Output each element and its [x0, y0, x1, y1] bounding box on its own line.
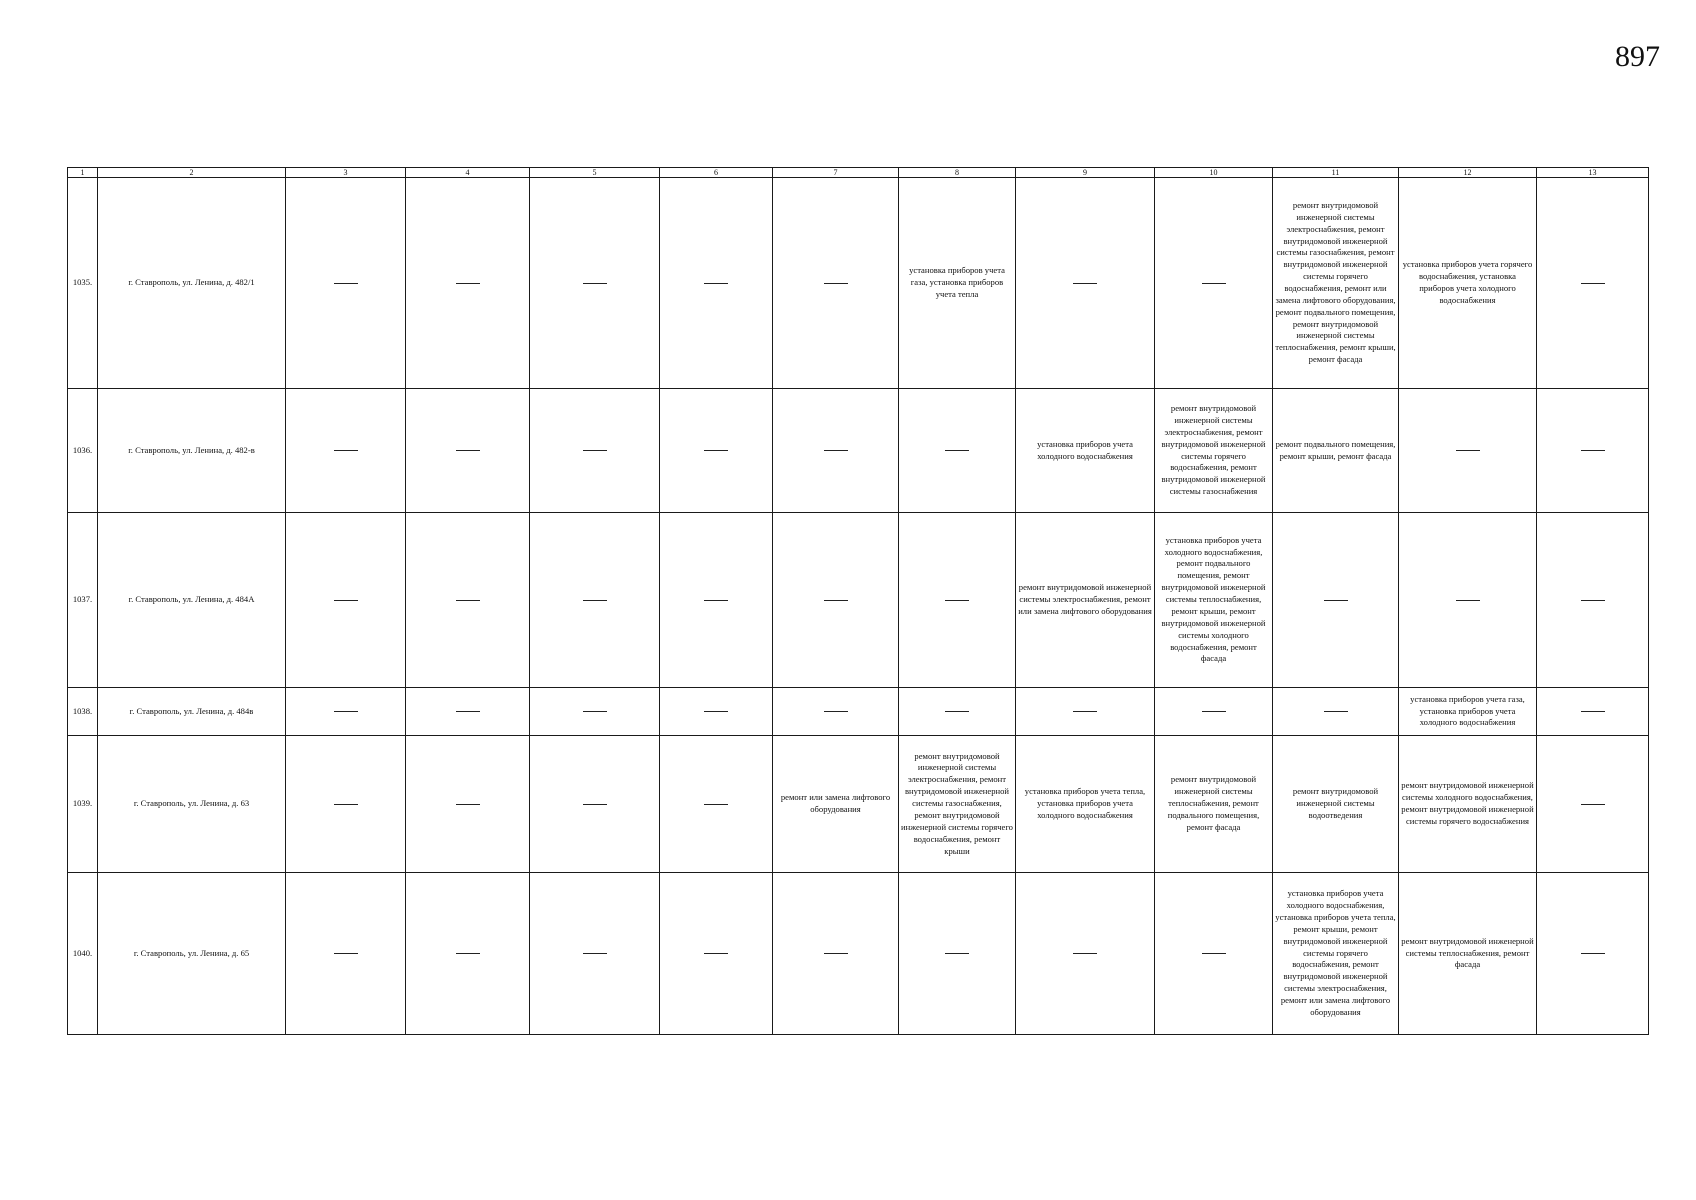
cell-col-5 [530, 178, 660, 389]
cell-col-13 [1537, 688, 1649, 736]
dash-mark [824, 450, 848, 451]
cell-col-3 [286, 178, 406, 389]
cell-col-12 [1399, 389, 1537, 513]
cell-col-12: ремонт внутридомовой инженерной системы холодного водоснабжения, ремонт внутридомовой инженерной системы горячего водоснабжения [1399, 736, 1537, 873]
dash-mark [704, 283, 728, 284]
column-number-3: 3 [286, 168, 406, 178]
column-number-8: 8 [899, 168, 1016, 178]
table-row [68, 513, 1649, 688]
cell-col-3 [286, 736, 406, 873]
cell-col-12: ремонт внутридомовой инженерной системы теплоснабжения, ремонт фасада [1399, 873, 1537, 1035]
dash-mark [583, 711, 607, 712]
dash-mark [334, 711, 358, 712]
cell-col-11: установка приборов учета холодного водоснабжения, установка приборов учета тепла, ремонт крыши, ремонт внутридомовой инженерной системы горячего водоснабжения, ремонт внутридомовой инженерной системы электроснабжения, ремонт или замена лифтового оборудования [1273, 873, 1399, 1035]
cell-col-5 [530, 736, 660, 873]
dash-mark [1581, 804, 1605, 805]
dash-mark [824, 600, 848, 601]
cell-col-10: ремонт внутридомовой инженерной системы электроснабжения, ремонт внутридомовой инженерной системы горячего водоснабжения, ремонт внутридомовой инженерной системы газоснабжения [1155, 389, 1273, 513]
cell-col-10: установка приборов учета холодного водоснабжения, ремонт подвального помещения, ремонт внутридомовой инженерной системы теплоснабжения, ремонт крыши, ремонт внутридомовой инженерной системы холодного водоснабжения, ремонт фасада [1155, 513, 1273, 688]
address-cell: г. Ставрополь, ул. Ленина, д. 484в [98, 688, 286, 736]
cell-col-11: ремонт внутридомовой инженерной системы водоотведения [1273, 736, 1399, 873]
row-number: 1040. [68, 873, 98, 1035]
table-row [68, 178, 1649, 389]
dash-mark [1581, 283, 1605, 284]
cell-col-8: ремонт внутридомовой инженерной системы электроснабжения, ремонт внутридомовой инженерной системы газоснабжения, ремонт внутридомовой инженерной системы горячего водоснабжения, ремонт крыши [899, 736, 1016, 873]
dash-mark [334, 804, 358, 805]
cell-col-6 [660, 688, 773, 736]
cell-col-4 [406, 513, 530, 688]
cell-col-9: установка приборов учета холодного водоснабжения [1016, 389, 1155, 513]
dash-mark [456, 953, 480, 954]
cell-col-11 [1273, 688, 1399, 736]
table-row [68, 736, 1649, 873]
dash-mark [1202, 953, 1226, 954]
dash-mark [583, 953, 607, 954]
dash-mark [334, 600, 358, 601]
address-cell: г. Ставрополь, ул. Ленина, д. 63 [98, 736, 286, 873]
table-body [68, 168, 1649, 1035]
dash-mark [1581, 953, 1605, 954]
cell-col-13 [1537, 389, 1649, 513]
cell-col-6 [660, 513, 773, 688]
cell-col-5 [530, 389, 660, 513]
cell-col-9: ремонт внутридомовой инженерной системы электроснабжения, ремонт или замена лифтового оборудования [1016, 513, 1155, 688]
cell-col-10: ремонт внутридомовой инженерной системы теплоснабжения, ремонт подвального помещения, ремонт фасада [1155, 736, 1273, 873]
dash-mark [583, 804, 607, 805]
cell-col-7 [773, 513, 899, 688]
cell-col-13 [1537, 178, 1649, 389]
cell-col-10 [1155, 688, 1273, 736]
dash-mark [334, 450, 358, 451]
dash-mark [1073, 283, 1097, 284]
row-number: 1036. [68, 389, 98, 513]
dash-mark [1581, 450, 1605, 451]
column-number-13: 13 [1537, 168, 1649, 178]
row-number: 1037. [68, 513, 98, 688]
dash-mark [704, 953, 728, 954]
column-number-4: 4 [406, 168, 530, 178]
cell-col-4 [406, 178, 530, 389]
dash-mark [456, 804, 480, 805]
page-number: 897 [1615, 40, 1660, 73]
column-number-9: 9 [1016, 168, 1155, 178]
cell-col-9: установка приборов учета тепла, установка приборов учета холодного водоснабжения [1016, 736, 1155, 873]
cell-col-7 [773, 688, 899, 736]
cell-col-5 [530, 873, 660, 1035]
cell-col-12: установка приборов учета газа, установка приборов учета холодного водоснабжения [1399, 688, 1537, 736]
cell-col-8: установка приборов учета газа, установка приборов учета тепла [899, 178, 1016, 389]
dash-mark [456, 711, 480, 712]
cell-col-4 [406, 688, 530, 736]
cell-col-6 [660, 389, 773, 513]
dash-mark [945, 450, 969, 451]
cell-col-13 [1537, 873, 1649, 1035]
cell-col-8 [899, 513, 1016, 688]
column-number-row [68, 168, 1649, 178]
dash-mark [824, 283, 848, 284]
cell-col-10 [1155, 178, 1273, 389]
dash-mark [1456, 600, 1480, 601]
row-number: 1039. [68, 736, 98, 873]
dash-mark [704, 711, 728, 712]
cell-col-9 [1016, 873, 1155, 1035]
cell-col-7 [773, 873, 899, 1035]
cell-col-3 [286, 513, 406, 688]
cell-col-8 [899, 389, 1016, 513]
dash-mark [1202, 711, 1226, 712]
dash-mark [945, 711, 969, 712]
dash-mark [456, 283, 480, 284]
cell-col-8 [899, 688, 1016, 736]
column-number-6: 6 [660, 168, 773, 178]
cell-col-4 [406, 873, 530, 1035]
cell-col-5 [530, 513, 660, 688]
address-cell: г. Ставрополь, ул. Ленина, д. 482-в [98, 389, 286, 513]
cell-col-9 [1016, 178, 1155, 389]
row-number: 1038. [68, 688, 98, 736]
table-row [68, 873, 1649, 1035]
row-number: 1035. [68, 178, 98, 389]
dash-mark [945, 600, 969, 601]
cell-col-13 [1537, 736, 1649, 873]
dash-mark [1073, 953, 1097, 954]
cell-col-12 [1399, 513, 1537, 688]
dash-mark [1324, 600, 1348, 601]
dash-mark [334, 283, 358, 284]
cell-col-3 [286, 389, 406, 513]
dash-mark [704, 804, 728, 805]
dash-mark [704, 600, 728, 601]
dash-mark [824, 711, 848, 712]
column-number-5: 5 [530, 168, 660, 178]
cell-col-12: установка приборов учета горячего водоснабжения, установка приборов учета холодного водоснабжения [1399, 178, 1537, 389]
dash-mark [1073, 711, 1097, 712]
cell-col-7 [773, 178, 899, 389]
dash-mark [456, 600, 480, 601]
dash-mark [1581, 711, 1605, 712]
dash-mark [583, 283, 607, 284]
cell-col-7 [773, 389, 899, 513]
address-cell: г. Ставрополь, ул. Ленина, д. 482/1 [98, 178, 286, 389]
table-row [68, 688, 1649, 736]
dash-mark [1581, 600, 1605, 601]
dash-mark [1456, 450, 1480, 451]
cell-col-10 [1155, 873, 1273, 1035]
column-number-7: 7 [773, 168, 899, 178]
cell-col-3 [286, 873, 406, 1035]
cell-col-13 [1537, 513, 1649, 688]
dash-mark [1202, 283, 1226, 284]
cell-col-4 [406, 389, 530, 513]
column-number-10: 10 [1155, 168, 1273, 178]
address-cell: г. Ставрополь, ул. Ленина, д. 65 [98, 873, 286, 1035]
dash-mark [945, 953, 969, 954]
cell-col-3 [286, 688, 406, 736]
dash-mark [824, 953, 848, 954]
cell-col-6 [660, 178, 773, 389]
works-table [67, 167, 1649, 1035]
dash-mark [1324, 711, 1348, 712]
column-number-12: 12 [1399, 168, 1537, 178]
dash-mark [704, 450, 728, 451]
column-number-2: 2 [98, 168, 286, 178]
column-number-11: 11 [1273, 168, 1399, 178]
address-cell: г. Ставрополь, ул. Ленина, д. 484А [98, 513, 286, 688]
cell-col-6 [660, 736, 773, 873]
cell-col-6 [660, 873, 773, 1035]
table-row [68, 389, 1649, 513]
cell-col-4 [406, 736, 530, 873]
cell-col-11 [1273, 513, 1399, 688]
cell-col-8 [899, 873, 1016, 1035]
cell-col-9 [1016, 688, 1155, 736]
dash-mark [334, 953, 358, 954]
dash-mark [583, 450, 607, 451]
column-number-1: 1 [68, 168, 98, 178]
cell-col-7: ремонт или замена лифтового оборудования [773, 736, 899, 873]
cell-col-11: ремонт подвального помещения, ремонт крыши, ремонт фасада [1273, 389, 1399, 513]
cell-col-11: ремонт внутридомовой инженерной системы электроснабжения, ремонт внутридомовой инженерной системы газоснабжения, ремонт внутридомовой инженерной системы горячего водоснабжения, ремонт или замена лифтового оборудования, ремонт подвального помещения, ремонт внутридомовой инженерной системы теплоснабжения, ремонт крыши, ремонт фасада [1273, 178, 1399, 389]
cell-col-5 [530, 688, 660, 736]
dash-mark [456, 450, 480, 451]
dash-mark [583, 600, 607, 601]
